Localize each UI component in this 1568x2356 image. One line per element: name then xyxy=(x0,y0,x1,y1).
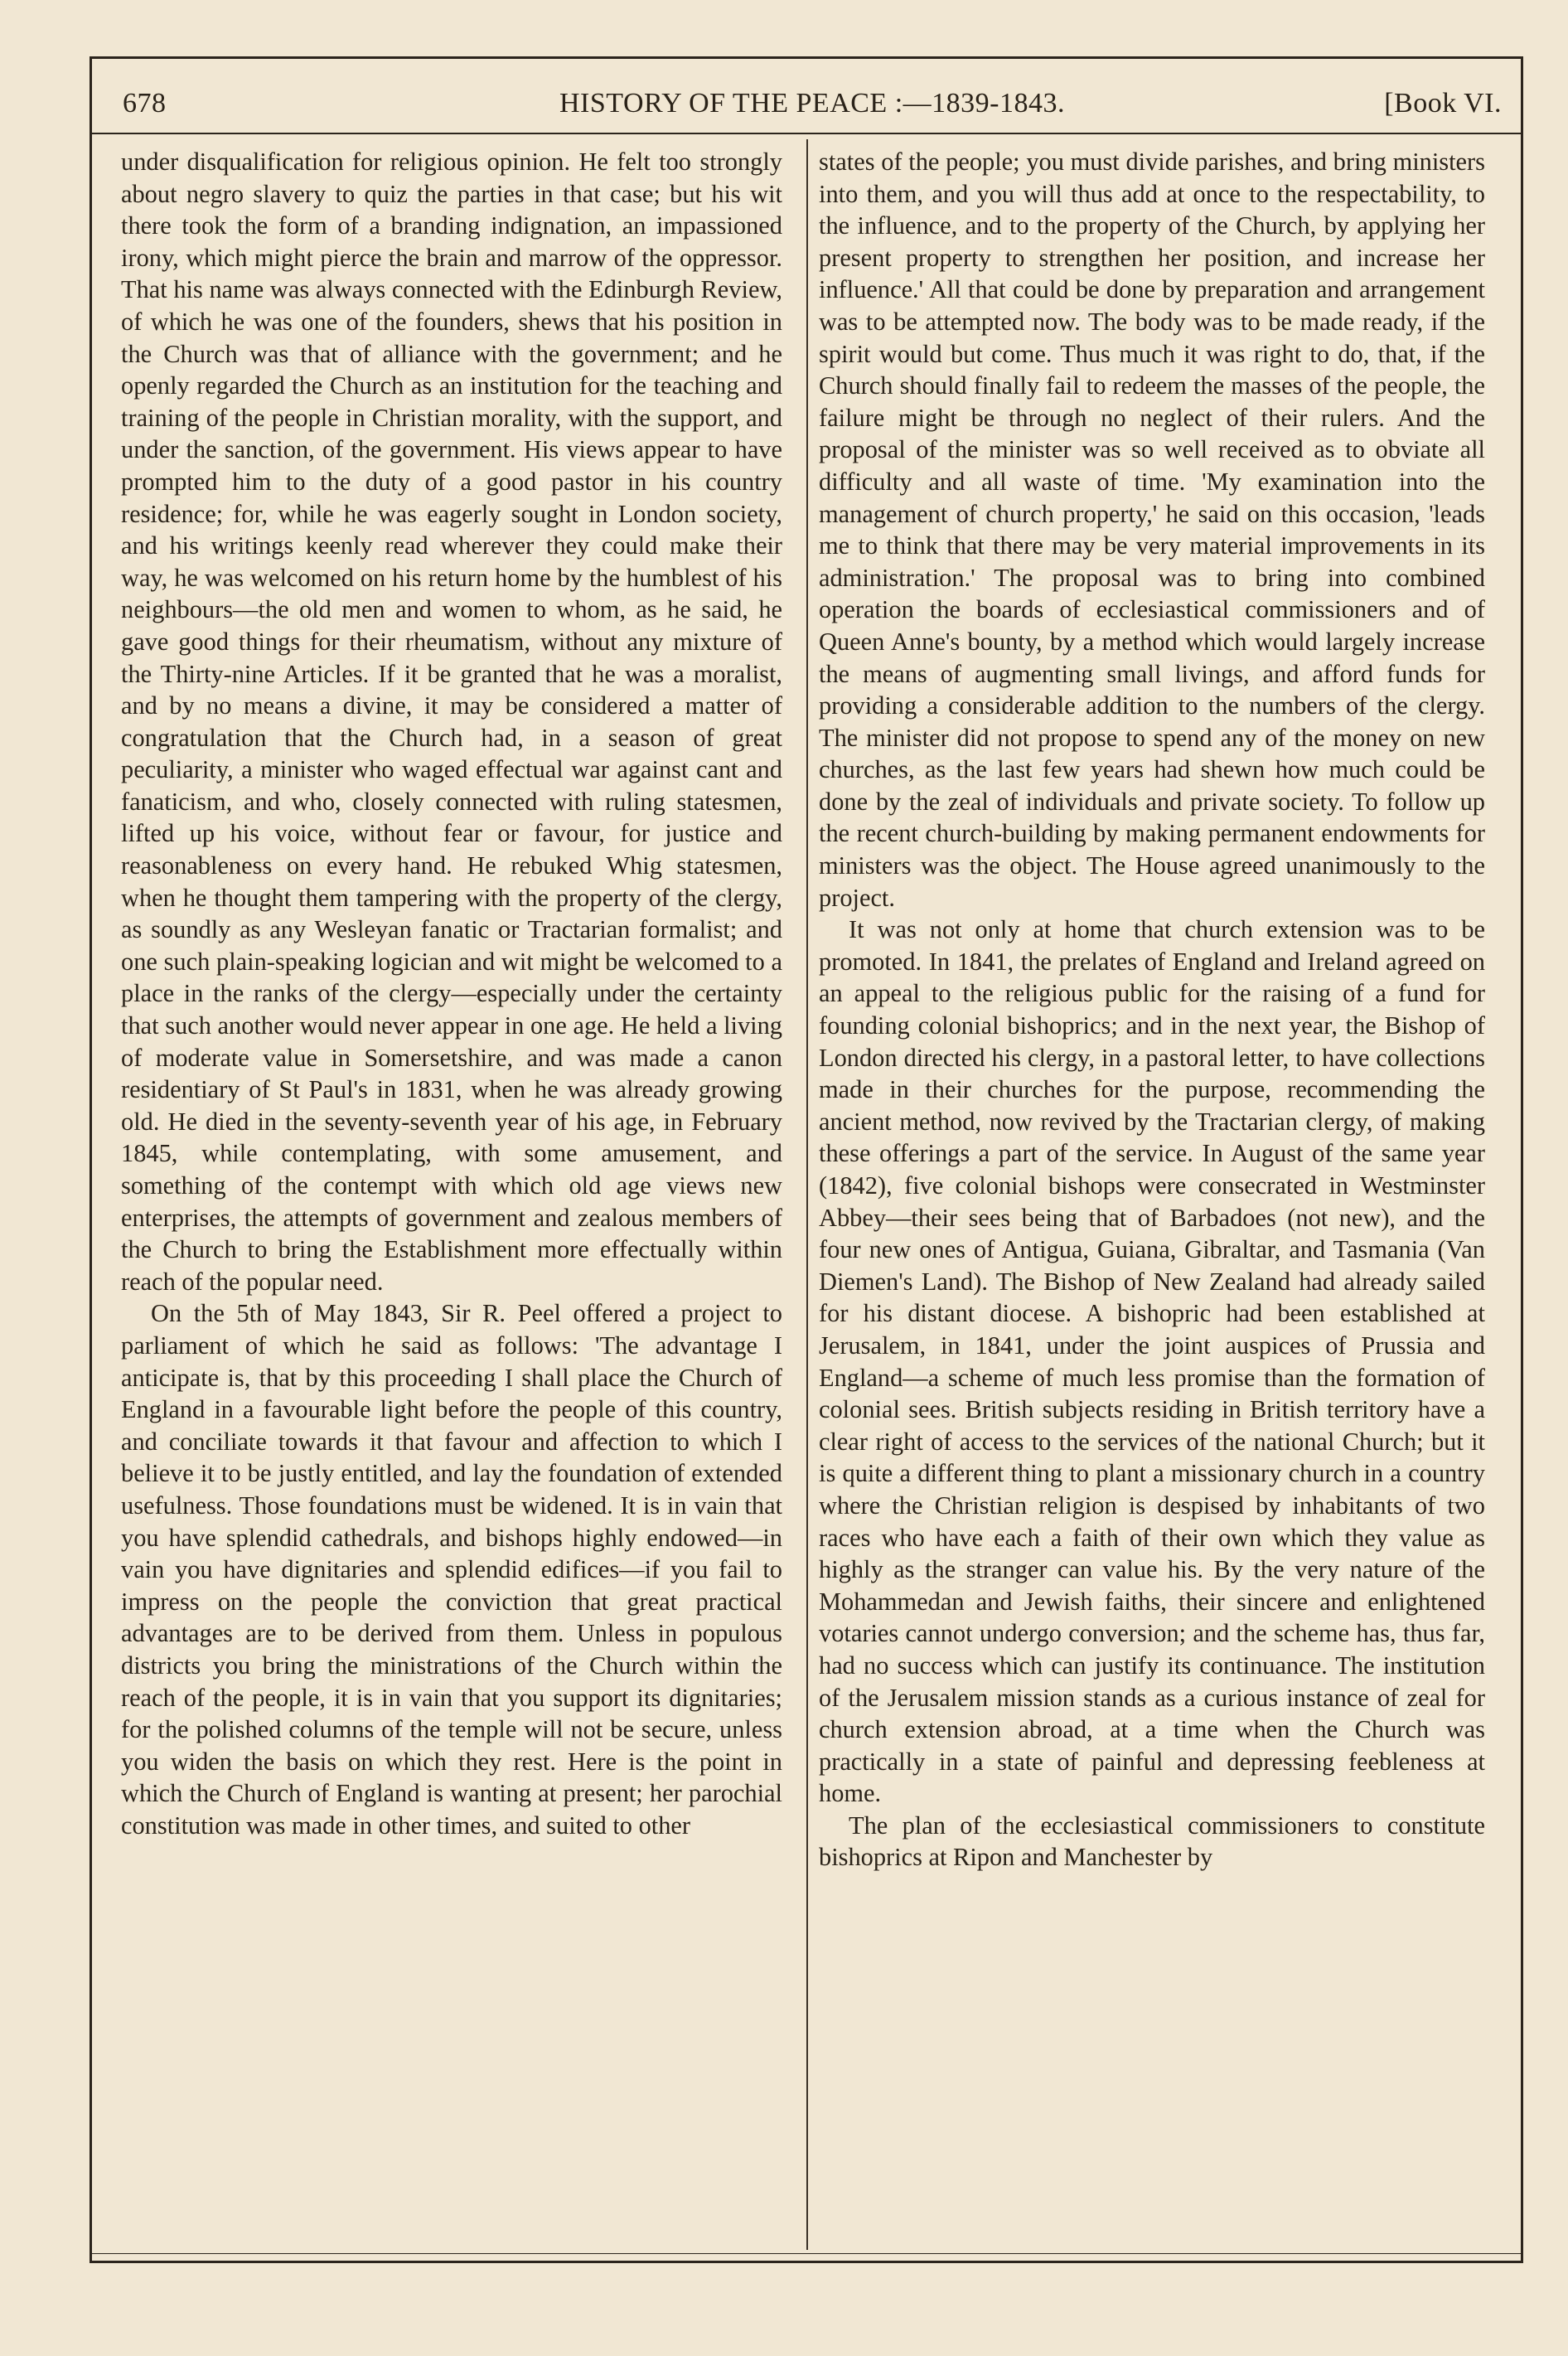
paragraph: It was not only at home that church extension was to be promoted. In 1841, the prelates of England and Ireland agreed on an appeal to the religious public for the raising of a fund for founding colonial bishoprics; and in the next year, the Bishop of London directed his clergy, in a pastoral letter, to have collections made in their churches for the purpose, recommending the ancient method, now revived by the Tractarian clergy, of making these offerings a part of the service. In August of the same year (1842), five colonial bishops were consecrated in Westminster Abbey—their sees being that of Barbadoes (not new), and the four new ones of Antigua, Guiana, Gibraltar, and Tasmania (Van Diemen's Land). The Bishop of New Zealand had already sailed for his distant diocese. A bishopric had been established at Jerusalem, in 1841, under the joint auspices of Prussia and England—a scheme of much less promise than the formation of colonial sees. British subjects residing in British territory have a clear right of access to the services of the national Church; but it is quite a different thing to plant a missionary church in a country where the Christian religion is despised by inhabitants of two races who have each a faith of their own which they value as highly as the stranger can value his. By the very nature of the Mohammedan and Jewish faiths, their sincere and enlightened votaries cannot undergo conversion; and the scheme has, thus far, had no success which can justify its continuance. The institution of the Jerusalem mission stands as a curious instance of zeal for church extension abroad, at a time when the Church was practically in a state of painful and depressing feebleness at home. xyxy=(819,915,1485,1808)
footer-rule xyxy=(90,2253,1523,2254)
paragraph: On the 5th of May 1843, Sir R. Peel offered a project to parliament of which he said as follows: 'The advantage I anticipate is, that by this proceeding I shall place the Church of England in a favourable light before the people of this country, and conciliate towards it that favour and affection to which I believe it to be justly entitled, and lay the foundation of extended usefulness. Those foundations must be widened. It is in vain that you have splendid cathedrals, and bishops highly endowed—in vain you have dignitaries and splendid edifices—if you fail to impress on the people the conviction that great practical advantages are to be derived from them. Unless in populous districts you bring the ministrations of the Church within the reach of the people, it is in vain that you support its dignitaries; for the polished columns of the temple will not be secure, unless you widen the basis on which they rest. Here is the point in which the Church of England is wanting at present; her parochial constitution was made in other times, and suited to other xyxy=(121,1299,782,1840)
paragraph: under disqualification for religious opinion. He felt too strongly about negro slavery to quiz the parties in that case; but his wit there took the form of a branding indignation, an impassioned irony, which might pierce the brain and marrow of the oppressor. That his name was always connected with the Edinburgh Review, of which he was one of the founders, shews that his position in the Church was that of alliance with the government; and he openly regarded the Church as an institution for the teaching and training of the people in Christian morality, with the support, and under the sanction, of the government. His views appear to have prompted him to the duty of a good pastor in his country residence; for, while he was eagerly sought in London society, and his writings keenly read wherever they could make their way, he was welcomed on his return home by the humblest of his neighbours—the old men and women to whom, as he said, he gave good things for their rheumatism, without any mixture of the Thirty-nine Articles. If it be granted that he was a moralist, and by no means a divine, it may be considered a matter of congratulation that the Church had, in a season of great peculiarity, a minister who waged effectual war against cant and fanaticism, and who, closely connected with ruling statesmen, lifted up his voice, without fear or favour, for justice and reasonableness on every hand. He rebuked Whig statesmen, when he thought them tampering with the property of the clergy, as soundly as any Wesleyan fanatic or Tractarian formalist; and one such plain-speaking logician and wit might be welcomed to a place in the ranks of the clergy—especially under the certainty that such another would never appear in one age. He held a living of moderate value in Somersetshire, and was made a canon residentiary of St Paul's in 1831, when he was already growing old. He died in the seventy-seventh year of his age, in February 1845, while contemplating, with some amusement, and something of the contempt with which old age views new enterprises, the attempts of government and zealous members of the Church to bring the Establishment more effectually within reach of the popular need. xyxy=(121,148,782,1296)
page-number: 678 xyxy=(123,88,167,119)
paragraph: states of the people; you must divide parishes, and bring ministers into them, and you will thus add at once to the respectability, to the influence, and to the property of the Church, by applying her present property to strengthen her position, and increase her influence.' All that could be done by preparation and arrangement was to be attempted now. The body was to be made ready, if the spirit would but come. Thus much it was right to do, that, if the Church should finally fail to redeem the masses of the people, the failure might be through no neglect of their rulers. And the proposal of the minister was so well received as to obviate all difficulty and all waste of time. 'My examination into the management of church property,' he said on this occasion, 'leads me to think that there may be very material improvements in its administration.' The proposal was to bring into combined operation the boards of ecclesiastical commissioners and of Queen Anne's bounty, by a method which would largely increase the means of augmenting small livings, and afford funds for providing a considerable addition to the numbers of the clergy. The minister did not propose to spend any of the money on new churches, as the last few years had shewn how much could be done by the zeal of individuals and private society. To follow up the recent church-building by making permanent endowments for ministers was the object. The House agreed unanimously to the project. xyxy=(819,148,1485,912)
book-label: [Book VI. xyxy=(1384,88,1502,119)
column-divider xyxy=(806,139,808,2250)
paragraph: The plan of the ecclesiastical commissioners to constitute bishoprics at Ripon and Manchester by xyxy=(819,1811,1485,1872)
left-column xyxy=(121,146,782,1841)
running-header xyxy=(123,88,1502,126)
right-column xyxy=(819,146,1485,1874)
running-title: HISTORY OF THE PEACE :—1839-1843. xyxy=(559,88,1065,119)
header-rule xyxy=(90,133,1523,134)
